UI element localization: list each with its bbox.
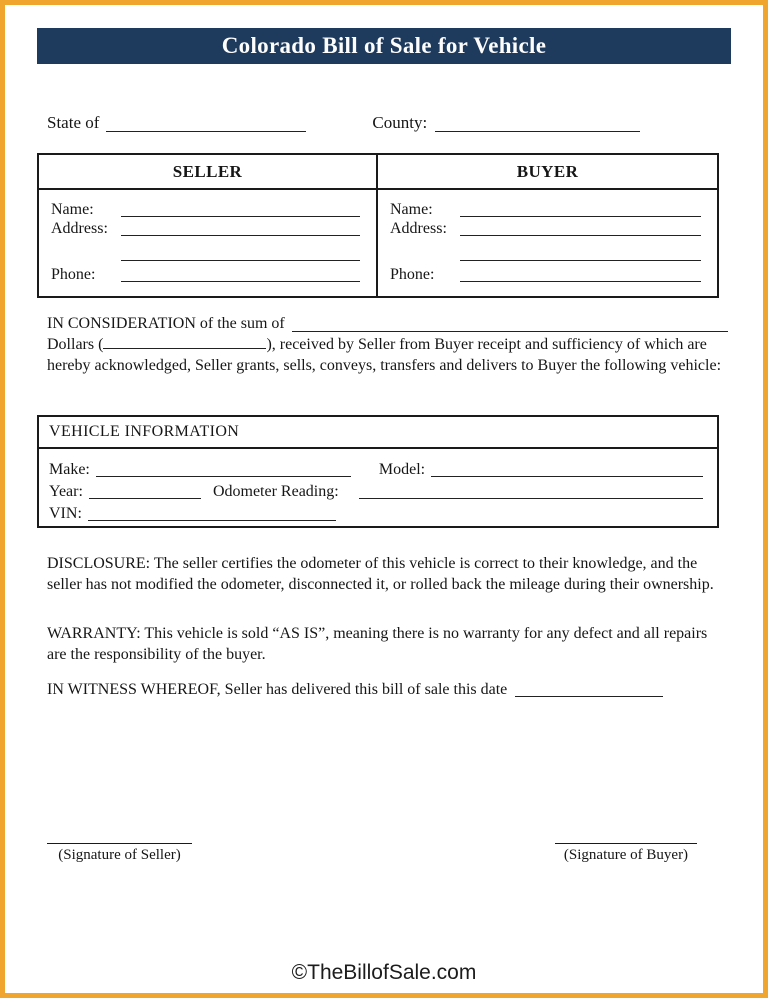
vin-line[interactable] (88, 506, 336, 521)
seller-name-row (51, 200, 360, 219)
seller-phone-line[interactable] (121, 267, 360, 282)
buyer-address-label: Address: (390, 220, 447, 237)
seller-name-label: Name: (51, 201, 94, 218)
year-label: Year: (49, 483, 83, 500)
dollars-open-text: Dollars ( (47, 336, 104, 353)
seller-header: SELLER (39, 155, 376, 190)
seller-address-row-2 (51, 244, 360, 263)
seller-address-label: Address: (51, 220, 108, 237)
buyer-signature-label: (Signature of Buyer) (563, 847, 689, 863)
witness-date-line[interactable] (515, 682, 663, 697)
buyer-header: BUYER (378, 155, 717, 190)
buyer-name-label: Name: (390, 201, 433, 218)
county-input-line[interactable] (435, 117, 640, 132)
state-input-line[interactable] (106, 117, 306, 132)
state-of-label: State of (47, 113, 100, 132)
buyer-phone-row (390, 265, 701, 284)
seller-fields (39, 190, 376, 284)
odometer-label: Odometer Reading: (212, 483, 339, 500)
consideration-lead-row (47, 313, 728, 334)
consideration-body (47, 334, 728, 376)
vin-label: VIN: (49, 505, 82, 522)
footer-credit: ©TheBillofSale.com (291, 961, 477, 984)
buyer-name-row (390, 200, 701, 219)
seller-address-line-2[interactable] (121, 246, 360, 261)
consideration-rest-text: ), received by Seller from Buyer receipt and sufficiency of which are hereby acknowledged, Seller grants, sells, conveys, transfers and delivers to Buyer the following vehicle: (47, 336, 722, 374)
seller-address-row (51, 219, 360, 238)
seller-address-line[interactable] (121, 221, 360, 236)
warranty-paragraph: WARRANTY: This vehicle is sold “AS IS”, meaning there is no warranty for any defect and all repairs are the responsibility of the buyer. (47, 625, 708, 663)
jurisdiction-row (47, 113, 723, 133)
vin-row (49, 501, 703, 523)
vehicle-info-fields (39, 449, 717, 523)
make-label: Make: (49, 461, 90, 478)
seller-signature-line[interactable] (47, 830, 192, 844)
buyer-signature-line[interactable] (555, 830, 697, 844)
make-line[interactable] (96, 462, 351, 477)
buyer-address-line-2[interactable] (460, 246, 701, 261)
buyer-address-row-2 (390, 244, 701, 263)
buyer-phone-line[interactable] (460, 267, 701, 282)
buyer-name-line[interactable] (460, 202, 701, 217)
dollars-amount-line[interactable] (103, 335, 266, 349)
seller-name-line[interactable] (121, 202, 360, 217)
consideration-paragraph (47, 313, 728, 376)
odometer-line[interactable] (359, 484, 703, 499)
witness-text: IN WITNESS WHEREOF, Seller has delivered this bill of sale this date (47, 681, 508, 698)
seller-phone-label: Phone: (51, 266, 96, 283)
page-title: Colorado Bill of Sale for Vehicle (221, 33, 547, 58)
vehicle-info-header: VEHICLE INFORMATION (39, 417, 717, 449)
make-model-row (49, 457, 703, 479)
vehicle-info-box (37, 415, 719, 528)
sum-amount-line[interactable] (292, 317, 728, 332)
buyer-fields (378, 190, 717, 284)
buyer-signature-block (555, 830, 697, 864)
seller-phone-row (51, 265, 360, 284)
year-line[interactable] (89, 484, 201, 499)
consideration-lead-text: IN CONSIDERATION of the sum of (47, 315, 285, 332)
title-bar (37, 28, 731, 64)
disclosure-paragraph: DISCLOSURE: The seller certifies the odometer of this vehicle is correct to their knowledge, and the seller has not modified the odometer, disconnected it, or rolled back the mileage during their ownership. (47, 555, 714, 593)
county-label: County: (372, 113, 428, 132)
seller-signature-block (47, 830, 192, 864)
buyer-address-row (390, 219, 701, 238)
parties-table (37, 153, 719, 298)
buyer-column (378, 155, 717, 296)
buyer-phone-label: Phone: (390, 266, 435, 283)
buyer-address-line[interactable] (460, 221, 701, 236)
model-line[interactable] (431, 462, 703, 477)
seller-signature-label: (Signature of Seller) (58, 847, 181, 863)
seller-column (39, 155, 378, 296)
year-odometer-row (49, 479, 703, 501)
witness-clause (47, 681, 728, 699)
model-label: Model: (378, 461, 426, 478)
